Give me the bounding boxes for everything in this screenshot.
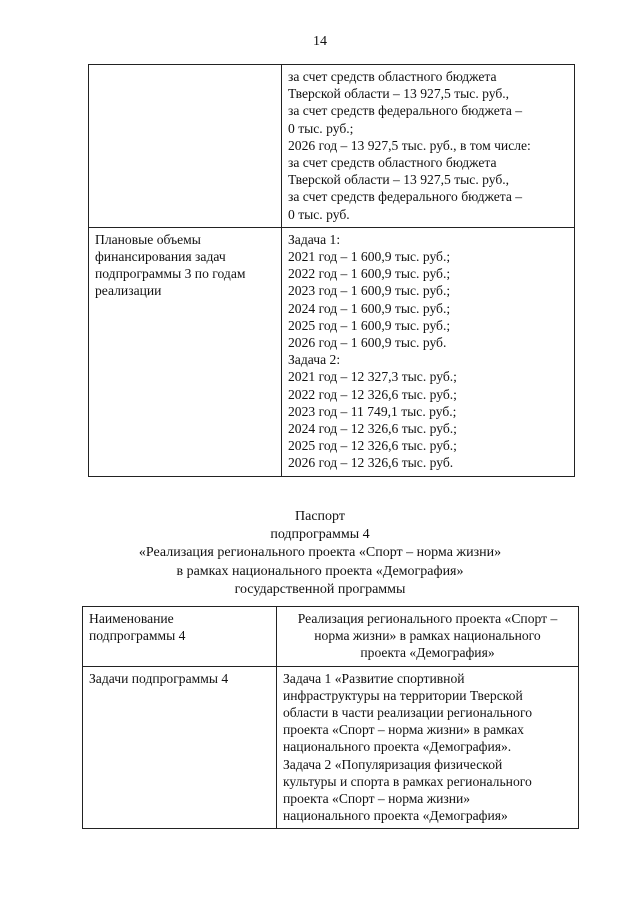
text-line: Тверской области – 13 927,5 тыс. руб., [288, 172, 510, 188]
text-line: 0 тыс. руб. [288, 206, 350, 222]
text-line: Реализация регионального проекта «Спорт – [297, 611, 558, 626]
table-cell [89, 227, 282, 476]
heading-line: в рамках национального проекта «Демография» [176, 563, 464, 579]
table-row [83, 666, 579, 829]
text-line: 2026 год – 13 927,5 тыс. руб., в том числе: [288, 137, 531, 153]
subprogram-table [82, 606, 579, 829]
heading-line: государственной программы [234, 581, 406, 597]
text-line: 2022 год – 1 600,9 тыс. руб.; [288, 266, 451, 282]
text-line: 2021 год – 1 600,9 тыс. руб.; [288, 249, 451, 265]
financing-table [88, 64, 575, 477]
text-line: 2025 год – 1 600,9 тыс. руб.; [288, 317, 451, 333]
text-line: 2024 год – 1 600,9 тыс. руб.; [288, 300, 451, 316]
text-line: Задача 1: [288, 231, 341, 247]
text-line: Задача 1 «Развитие спортивной [283, 670, 465, 686]
text-line: Тверской области – 13 927,5 тыс. руб., [288, 86, 510, 102]
table-cell [83, 666, 277, 829]
text-line: проекта «Спорт – норма жизни» [283, 791, 471, 807]
text-line: за счет средств федерального бюджета – [288, 189, 523, 205]
text-line: Наименование [89, 611, 174, 626]
text-line: 2022 год – 12 326,6 тыс. руб.; [288, 386, 457, 402]
text-line: Задача 2 «Популяризация физической [283, 756, 503, 772]
table-row [89, 227, 575, 476]
text-line: проекта «Демография» [360, 645, 495, 661]
text-line: национального проекта «Демография». [283, 739, 512, 755]
table-cell [282, 227, 575, 476]
text-line: 2026 год – 12 326,6 тыс. руб. [288, 455, 454, 471]
page-number: 14 [313, 34, 327, 49]
passport-heading [0, 508, 640, 599]
text-line: культуры и спорта в рамках регионального [283, 773, 532, 789]
text-line: 2025 год – 12 326,6 тыс. руб.; [288, 438, 457, 454]
text-line: национального проекта «Демография» [283, 808, 508, 824]
text-line: 2021 год – 12 327,3 тыс. руб.; [288, 369, 457, 385]
text-line: 0 тыс. руб.; [288, 120, 354, 136]
table-row [83, 607, 579, 667]
text-line: области в части реализации регионального [283, 705, 533, 721]
table-cell [282, 65, 575, 228]
text-line: 2023 год – 1 600,9 тыс. руб.; [288, 283, 451, 299]
table-cell [277, 666, 579, 829]
text-line: Плановые объемы [95, 231, 201, 247]
text-line: 2024 год – 12 326,6 тыс. руб.; [288, 421, 457, 437]
text-line: инфраструктуры на территории Тверской [283, 687, 523, 703]
text-line: Задачи подпрограммы 4 [89, 670, 229, 686]
text-line: за счет средств областного бюджета [288, 155, 497, 171]
heading-line: «Реализация регионального проекта «Спорт – норма жизни» [138, 545, 502, 561]
heading-line: Паспорт [295, 509, 345, 524]
text-line: подпрограммы 3 по годам [95, 266, 246, 282]
text-line: подпрограммы 4 [89, 628, 186, 644]
text-line: за счет средств областного бюджета [288, 69, 497, 84]
text-line: 2026 год – 1 600,9 тыс. руб. [288, 335, 447, 351]
heading-line: подпрограммы 4 [270, 527, 370, 543]
table-cell [89, 65, 282, 228]
table-cell [277, 607, 579, 667]
text-line: Задача 2: [288, 352, 341, 368]
text-line: норма жизни» в рамках национального [314, 628, 541, 644]
text-line: за счет средств федерального бюджета – [288, 103, 523, 119]
text-line: реализации [95, 283, 162, 299]
text-line: проекта «Спорт – норма жизни» в рамках [283, 722, 524, 738]
table-row [89, 65, 575, 228]
table-cell [83, 607, 277, 667]
text-line: 2023 год – 11 749,1 тыс. руб.; [288, 403, 457, 419]
text-line: финансирования задач [95, 249, 226, 265]
